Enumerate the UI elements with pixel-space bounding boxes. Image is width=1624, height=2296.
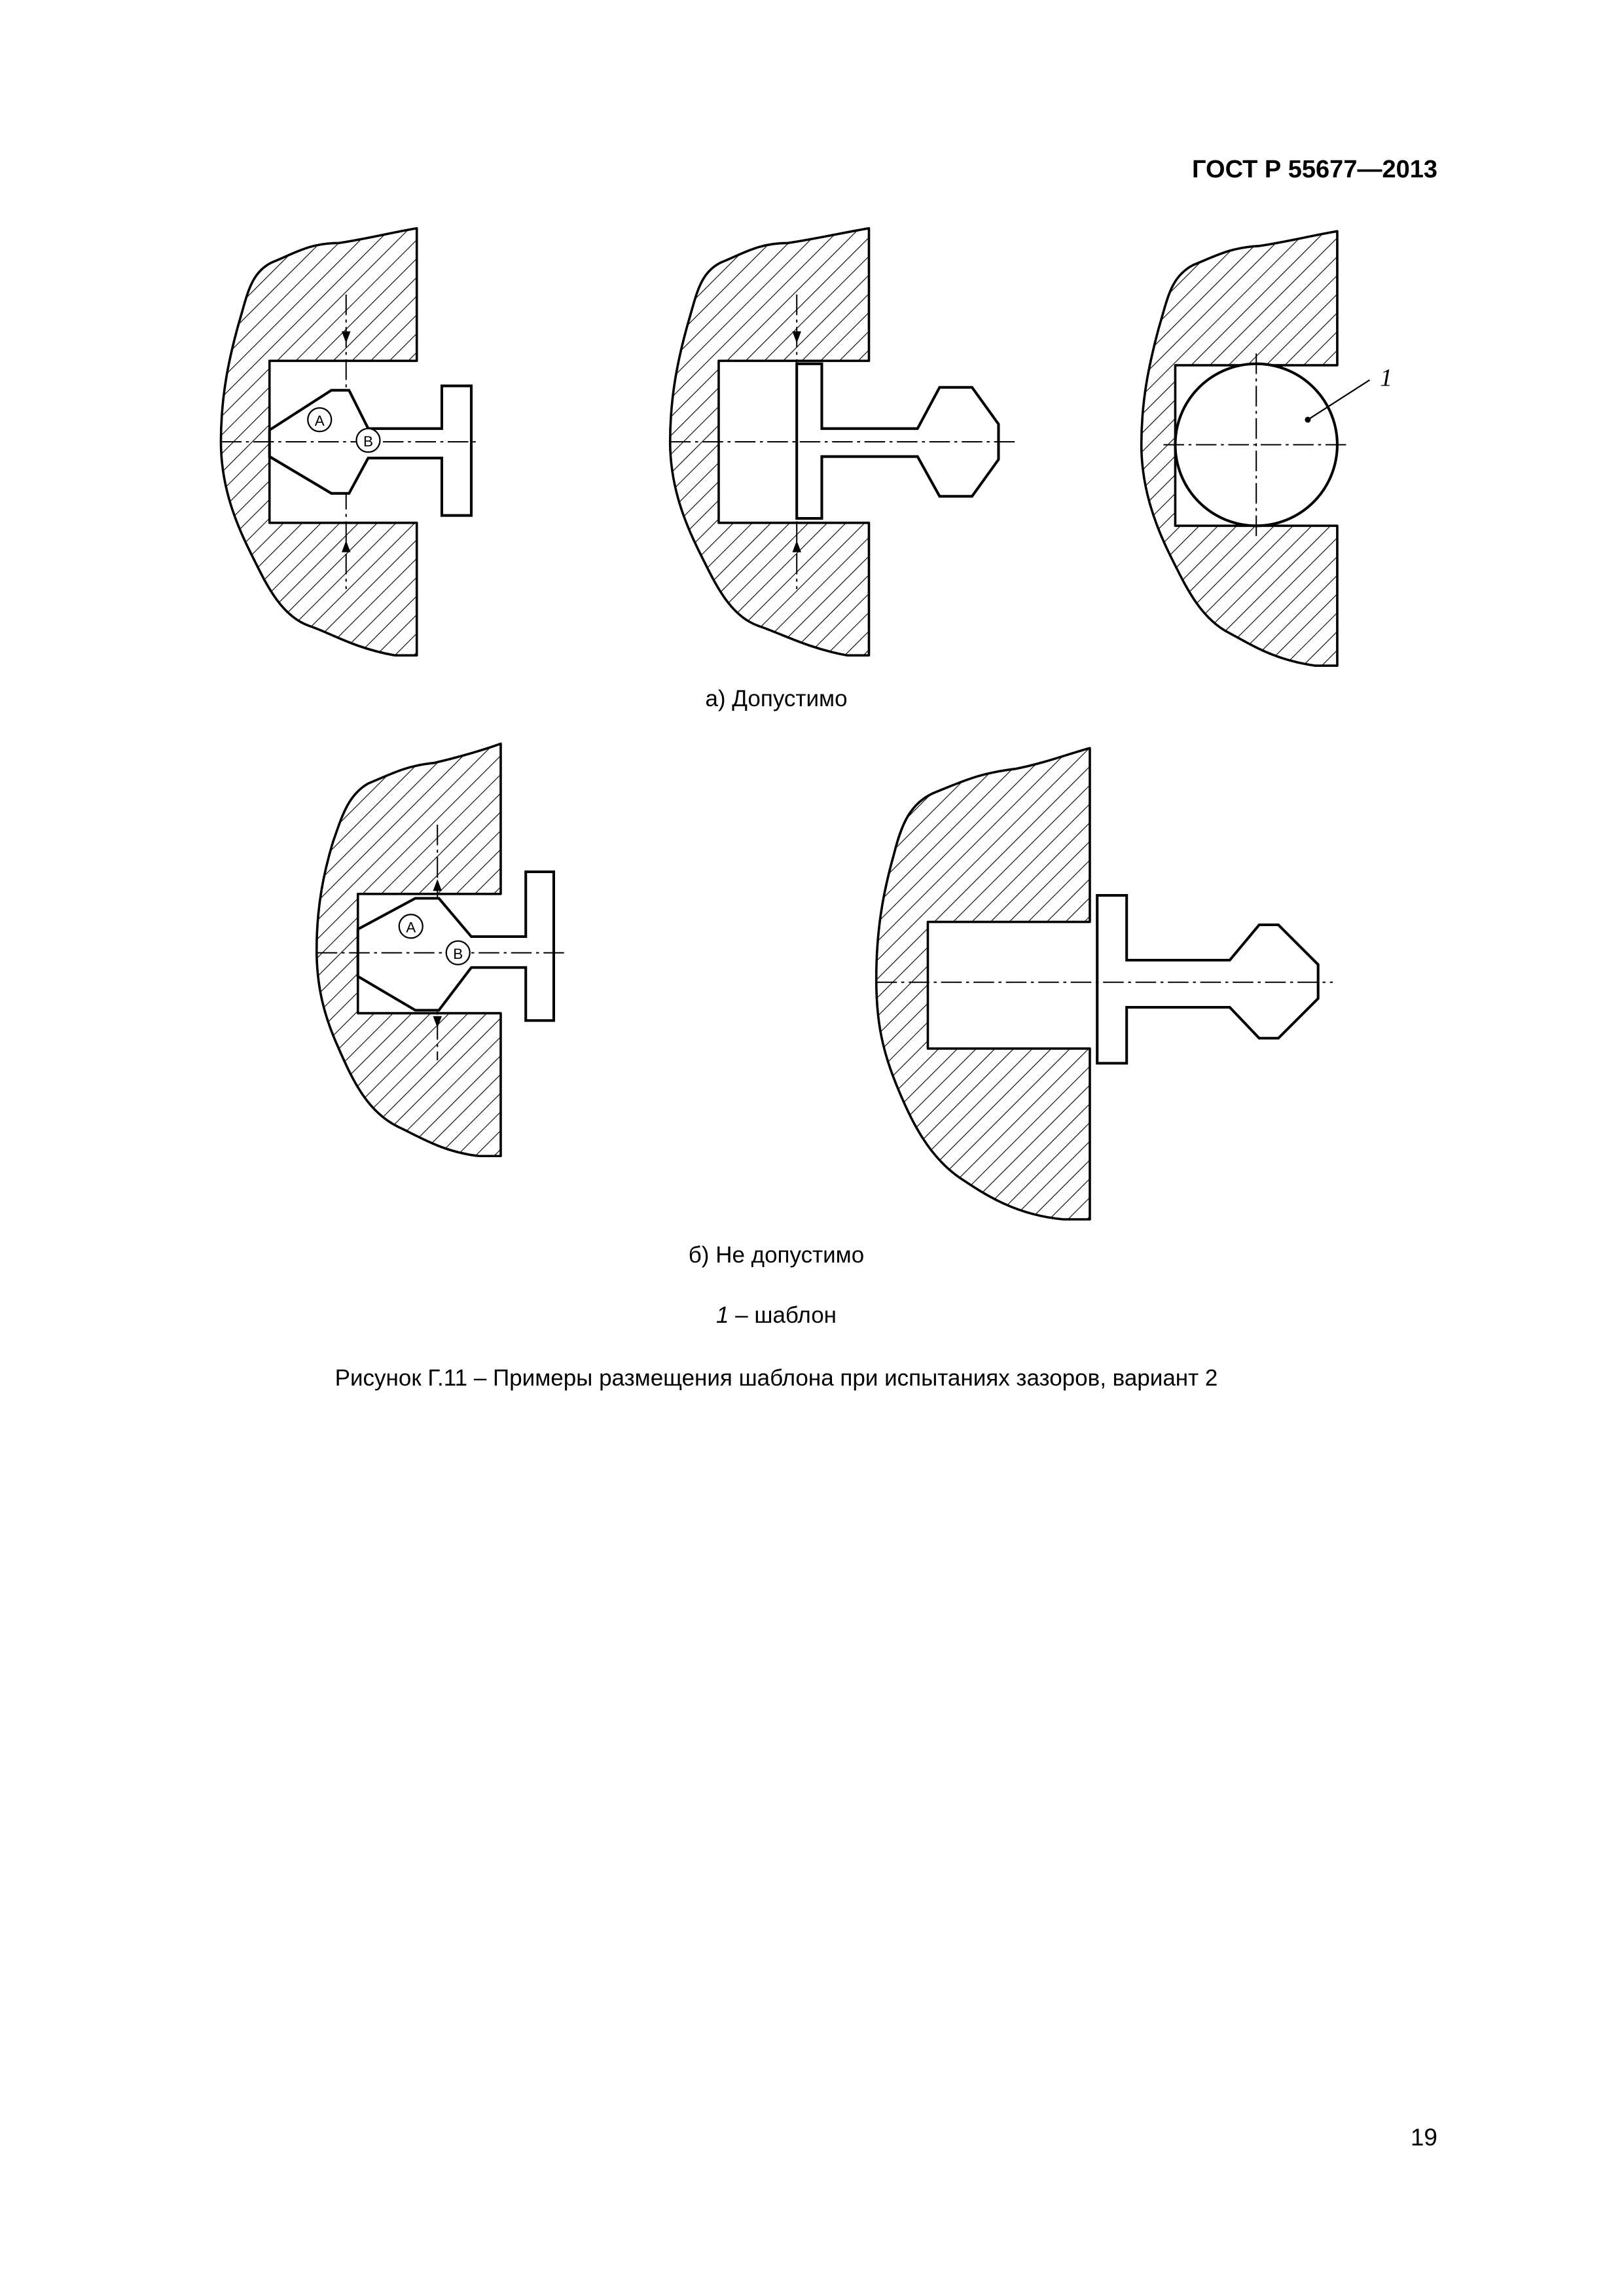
document-code: ГОСТ Р 55677—2013 — [1192, 156, 1437, 183]
figure-b1 — [317, 744, 567, 1156]
figure-a1 — [221, 228, 478, 655]
figure-title: Рисунок Г.11 – Примеры размещения шаблона при испытаниях зазоров, вариант 2 — [334, 1365, 1218, 1391]
template-gauge — [1097, 895, 1318, 1063]
label-b: B — [363, 433, 373, 450]
template-gauge — [797, 364, 998, 518]
caption-not-allowed: б) Не допустимо — [688, 1242, 865, 1268]
legend — [0, 1302, 1553, 1329]
caption-allowed: а) Допустимо — [705, 686, 848, 711]
label-a: A — [314, 412, 325, 429]
page-number: 19 — [1410, 2124, 1437, 2151]
figure-b2 — [876, 748, 1333, 1219]
label-b: B — [453, 945, 463, 962]
legend-number: 1 — [715, 1302, 729, 1328]
figure-a3 — [1142, 231, 1393, 666]
legend-text: – шаблон — [729, 1302, 837, 1328]
hatched-wall — [876, 748, 1090, 1219]
item-1-label: 1 — [1380, 364, 1393, 392]
figure-a2 — [670, 228, 1017, 655]
label-a: A — [406, 919, 416, 936]
